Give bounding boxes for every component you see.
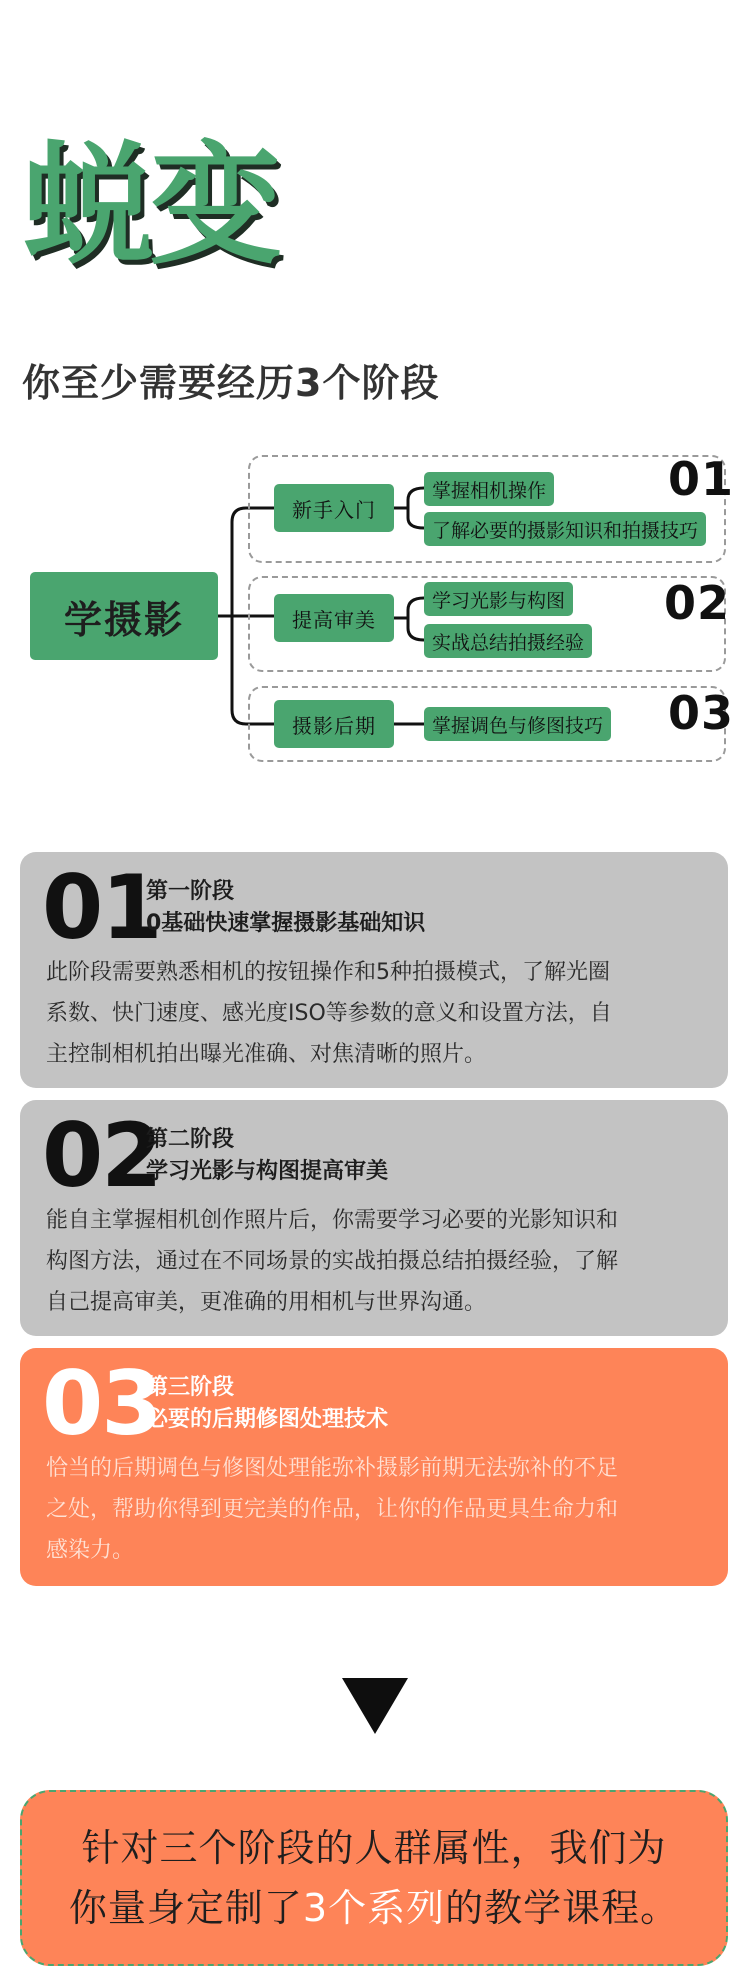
- card-3-stage: 第三阶段: [146, 1375, 235, 1400]
- card-3-body: [46, 1448, 706, 1571]
- summary-line-2-prefix: 你量身定制了: [68, 1886, 303, 1930]
- group-1-number: 01: [668, 452, 735, 506]
- group-3-number: 03: [668, 686, 735, 740]
- stage-card-2: [20, 1100, 728, 1336]
- leaf-2-2: 实战总结拍摄经验: [424, 624, 592, 658]
- card-3-number: 03: [42, 1352, 161, 1455]
- stage-box-2: 提高审美: [274, 594, 394, 642]
- stage-box-3: 摄影后期: [274, 700, 394, 748]
- page-title: 蜕变: [22, 129, 278, 283]
- card-1-line-3: 主控制相机拍出曝光准确、对焦清晰的照片。: [46, 1042, 487, 1067]
- card-1-number: 01: [42, 856, 161, 959]
- mindmap-root: 学摄影: [30, 572, 218, 660]
- down-arrow-icon: [342, 1678, 408, 1734]
- summary-line-1: 针对三个阶段的人群属性，我们为: [81, 1826, 667, 1870]
- card-2-body: [46, 1200, 706, 1323]
- stage-card-3: [20, 1348, 728, 1586]
- summary-box: [20, 1790, 728, 1966]
- leaf-1-1: 掌握相机操作: [424, 472, 554, 506]
- card-1-line-1: 此阶段需要熟悉相机的按钮操作和5种拍摄模式，了解光圈: [46, 960, 610, 985]
- card-2-line-3: 自己提高审美，更准确的用相机与世界沟通。: [46, 1290, 487, 1315]
- stage-box-1: 新手入门: [274, 484, 394, 532]
- card-3-line-3: 感染力。: [46, 1538, 135, 1563]
- card-2-stage: 第二阶段: [146, 1127, 235, 1152]
- card-1-body: [46, 952, 706, 1075]
- card-3-line-1: 恰当的后期调色与修图处理能弥补摄影前期无法弥补的不足: [46, 1456, 619, 1481]
- card-2-heading: 学习光影与构图提高审美: [146, 1159, 389, 1184]
- card-3-line-2: 之处，帮助你得到更完美的作品，让你的作品更具生命力和: [46, 1497, 619, 1522]
- card-1-stage: 第一阶段: [146, 879, 235, 904]
- leaf-1-2: 了解必要的摄影知识和拍摄技巧: [424, 512, 706, 546]
- summary-line-2-suffix: 的教学课程。: [445, 1886, 680, 1930]
- card-3-heading: 必要的后期修图处理技术: [146, 1407, 389, 1432]
- leaf-2-1: 学习光影与构图: [424, 582, 573, 616]
- summary-line-2: [69, 1878, 679, 1938]
- leaf-3-1: 掌握调色与修图技巧: [424, 707, 611, 741]
- summary-highlight: 3个系列: [302, 1886, 446, 1930]
- stage-card-1: [20, 852, 728, 1088]
- card-2-line-2: 构图方法，通过在不同场景的实战拍摄总结拍摄经验，了解: [46, 1249, 619, 1274]
- card-2-number: 02: [42, 1104, 161, 1207]
- card-2-line-1: 能自主掌握相机创作照片后，你需要学习必要的光影知识和: [46, 1208, 619, 1233]
- group-2-number: 02: [664, 576, 731, 630]
- card-1-line-2: 系数、快门速度、感光度ISO等参数的意义和设置方法，自: [46, 1001, 612, 1026]
- card-1-heading: 0基础快速掌握摄影基础知识: [146, 911, 426, 936]
- page-subtitle: 你至少需要经历3个阶段: [22, 361, 440, 405]
